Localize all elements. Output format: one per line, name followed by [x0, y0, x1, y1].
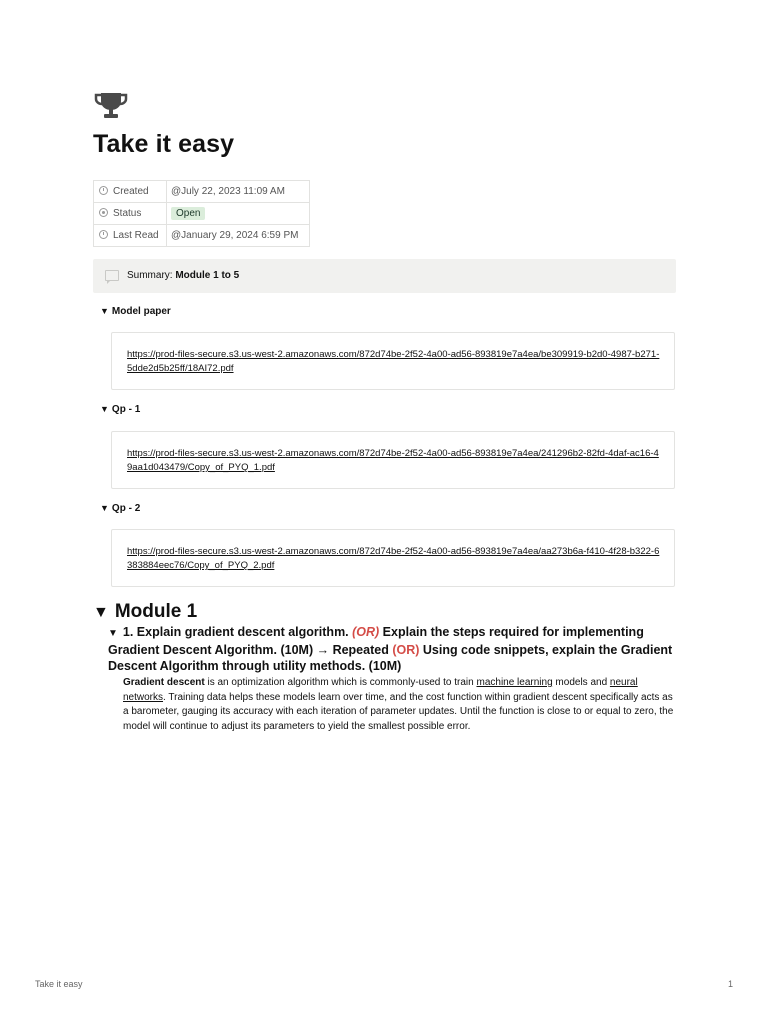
summary-callout — [93, 259, 676, 293]
property-key: Last Read — [113, 230, 159, 241]
answer-text: is an optimization algorithm which is commonly-used to train — [204, 677, 477, 688]
comment-icon — [105, 270, 119, 281]
question-text: 1. Explain gradient descent algorithm. — [122, 625, 353, 639]
answer-text: . Training data helps these models learn over time, and the cost function within gradient descent specifically acts as a barometer, gauging its accuracy with each iteration of parameter updates. Until the function is close to or equal to zero, the model will continue to adjust its parameters to yield the smallest possible error. — [123, 691, 674, 732]
answer-paragraph — [123, 676, 679, 734]
file-link-box — [111, 332, 675, 390]
callout-prefix: Summary: — [127, 270, 176, 281]
answer-text: models and — [552, 677, 610, 688]
or-marker: (OR) — [392, 643, 420, 657]
trophy-icon — [93, 90, 129, 120]
property-row-last-read — [94, 225, 310, 247]
toggle-triangle-icon[interactable]: ▼ — [100, 306, 109, 316]
property-value[interactable]: @January 29, 2024 6:59 PM — [167, 225, 310, 247]
toggle-triangle-icon[interactable]: ▼ — [93, 604, 109, 621]
callout-bold: Module 1 to 5 — [175, 270, 240, 281]
module-title: Module 1 — [114, 601, 198, 622]
neural-networks-link[interactable]: neural networks — [123, 677, 638, 703]
answer-bold-term: Gradient descent — [123, 677, 205, 688]
toggle-label: Model paper — [111, 306, 171, 317]
toggle-label: Qp - 2 — [111, 503, 141, 514]
file-link-box — [111, 431, 675, 489]
clock-icon — [99, 230, 108, 239]
question-text: Explain the steps required for implementing Gradient Descent Algorithm. (10M) → Repeated — [108, 625, 644, 657]
toggle-qp-1[interactable] — [100, 404, 140, 415]
properties-table — [93, 180, 310, 247]
toggle-label: Qp - 1 — [111, 404, 141, 415]
status-badge[interactable]: Open — [171, 207, 205, 220]
property-row-status — [94, 203, 310, 225]
or-marker: (OR) — [352, 625, 380, 639]
file-link[interactable]: https://prod-files-secure.s3.us-west-2.amazonaws.com/872d74be-2f52-4a00-ad56-893819e7a4ea/be309919-b2d0-4987-b271-5dde2d5b25ff/18AI72.pdf — [127, 349, 660, 374]
toggle-triangle-icon[interactable]: ▼ — [108, 628, 118, 639]
footer-title: Take it easy — [35, 979, 83, 989]
file-link-box — [111, 529, 675, 587]
property-key: Created — [113, 186, 149, 197]
file-link[interactable]: https://prod-files-secure.s3.us-west-2.amazonaws.com/872d74be-2f52-4a00-ad56-893819e7a4ea/aa273b6a-f410-4f28-b322-6383884eec76/Copy_of_PYQ_2.pdf — [127, 546, 660, 571]
property-value[interactable]: @July 22, 2023 11:09 AM — [167, 181, 310, 203]
property-key: Status — [113, 208, 142, 219]
machine-learning-link[interactable]: machine learning — [476, 677, 553, 688]
toggle-model-paper[interactable] — [100, 306, 171, 317]
page-number: 1 — [727, 979, 733, 989]
module-heading[interactable] — [93, 601, 197, 623]
file-link[interactable]: https://prod-files-secure.s3.us-west-2.amazonaws.com/872d74be-2f52-4a00-ad56-893819e7a4ea/241296b2-82fd-4daf-ac16-49aa1d043479/Copy_of_PYQ_1.pdf — [127, 448, 659, 473]
toggle-triangle-icon[interactable]: ▼ — [100, 404, 109, 414]
toggle-triangle-icon[interactable]: ▼ — [100, 503, 109, 513]
property-row-created — [94, 181, 310, 203]
toggle-qp-2[interactable] — [100, 503, 140, 514]
question-heading[interactable] — [108, 624, 676, 674]
clock-icon — [99, 186, 108, 195]
question-text: Using code snippets, explain the Gradient Descent Algorithm through utility methods. (10M) — [108, 643, 673, 673]
status-icon — [99, 208, 108, 217]
page-title: Take it easy — [93, 130, 235, 158]
